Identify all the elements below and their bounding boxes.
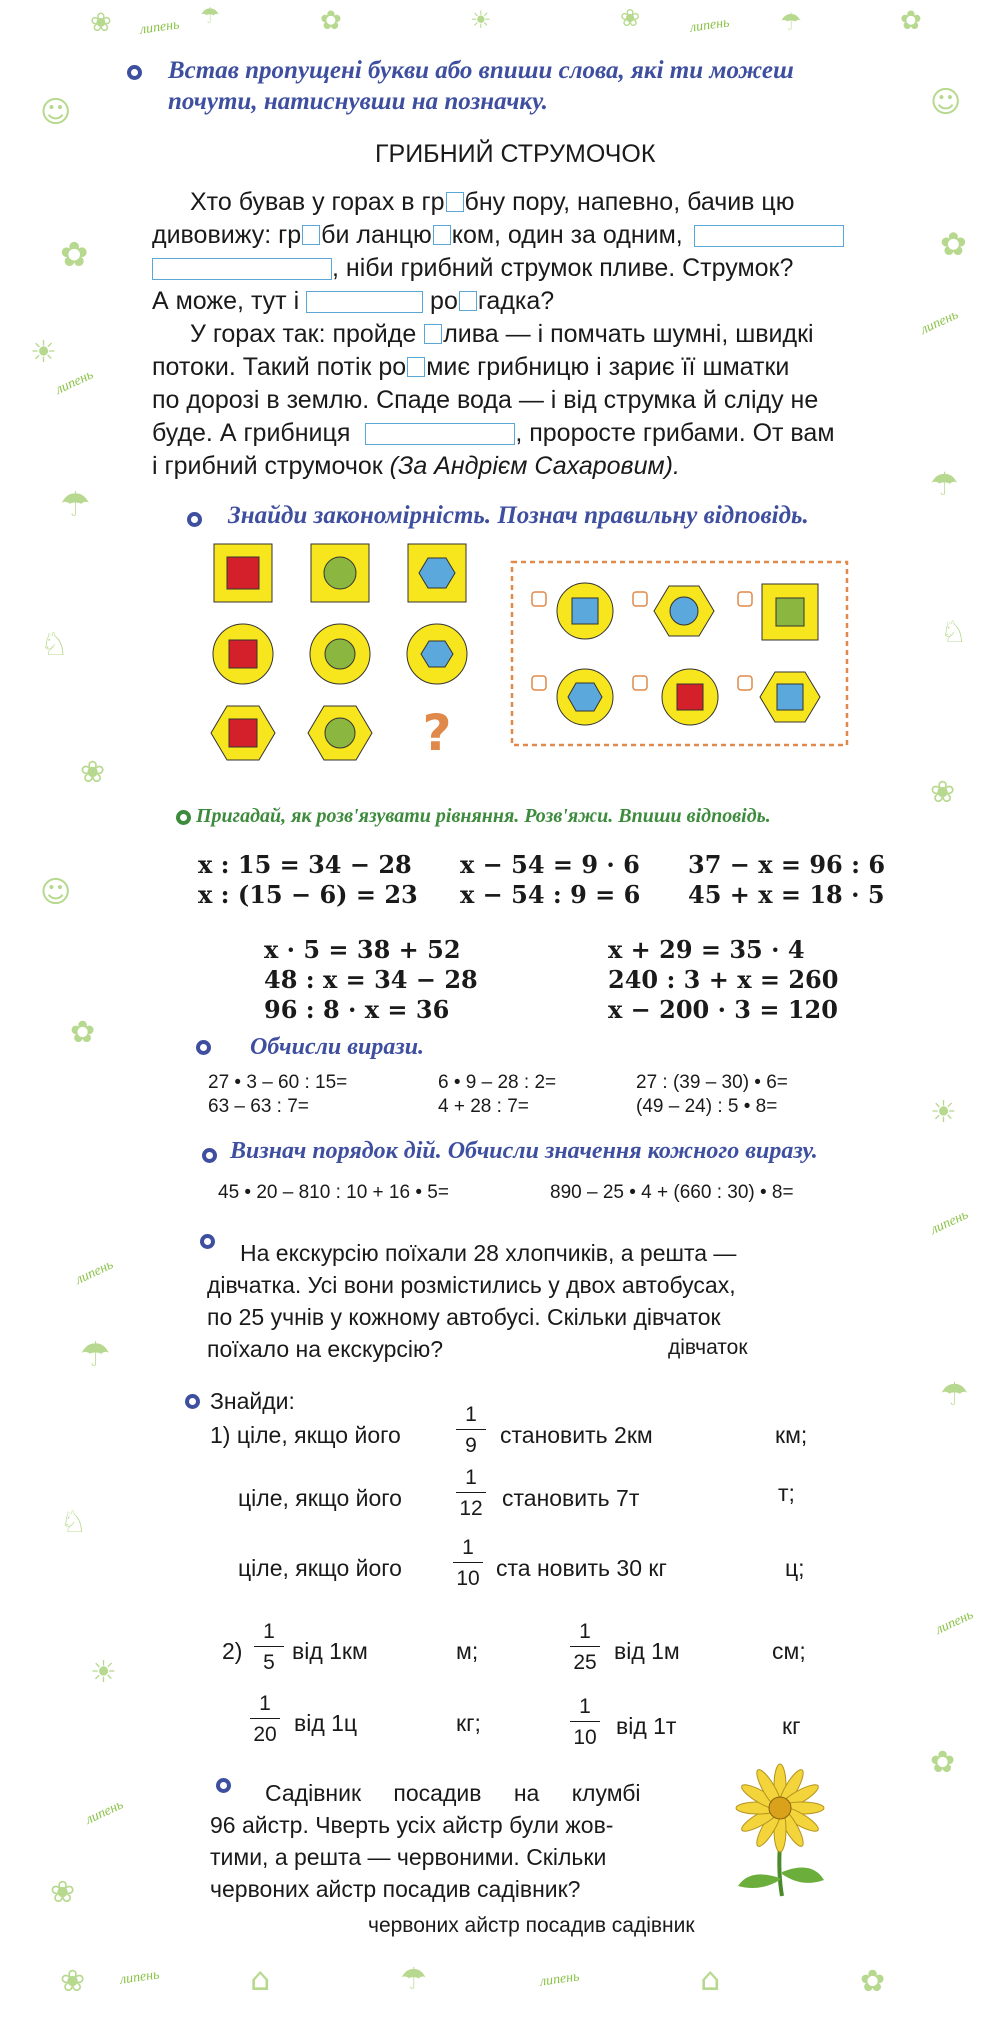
find-whole-label: ціле, якщо його [238, 1555, 402, 1581]
tile-circle-blue-hexagon [407, 624, 467, 684]
expression: 45 • 20 – 810 : 10 + 16 • 5= [218, 1182, 449, 1203]
expression: (49 – 24) : 5 • 8= [636, 1096, 778, 1117]
find-text: становить 7т [502, 1485, 640, 1511]
answer-unit: дівчаток [668, 1336, 748, 1359]
find-text: від 1т [616, 1713, 677, 1739]
equation: x : 15 = 34 − 28 [198, 850, 412, 879]
find-text: становить 2км [500, 1422, 653, 1448]
find-text: від 1м [614, 1638, 680, 1664]
answer-field[interactable] [306, 291, 423, 313]
tile-circle-green-circle [310, 624, 370, 684]
expression: 890 – 25 • 4 + (660 : 30) • 8= [550, 1182, 794, 1203]
decorative-border-top: ❀ ☂ ✿ ☀ ❀ ☂ ✿ липень липень [90, 4, 922, 38]
task-title-find: Знайди: [210, 1388, 295, 1414]
story-line-7: по дорозі в землю. Спаде вода — і від струмка й сліду не [152, 386, 819, 414]
equation: x − 200 · 3 = 120 [608, 995, 838, 1024]
option-checkbox-2[interactable] [633, 592, 647, 606]
expression: 6 • 9 – 28 : 2= [438, 1072, 557, 1093]
decorative-border-bottom: ❀ липень ⌂ ☂ липень ⌂ ✿ [60, 1960, 886, 1999]
story-title: ГРИБНИЙ СТРУМОЧОК [375, 140, 656, 168]
answer-field[interactable] [365, 423, 515, 445]
find-unit: т; [778, 1480, 795, 1506]
equation: 37 − x = 96 : 6 [688, 850, 886, 879]
task-bullet [185, 1394, 200, 1409]
find-text: від 1ц [294, 1710, 358, 1736]
tile-hexagon-red-square [211, 706, 275, 760]
fraction: $\frac{1}{10}$ [570, 1695, 600, 1750]
equation: 240 : 3 + x = 260 [608, 965, 839, 994]
tile-hexagon-green-circle [308, 706, 372, 760]
task-bullet [127, 65, 142, 80]
equation: x · 5 = 38 + 52 [264, 935, 461, 964]
fraction: $\frac{1}{20}$ [250, 1692, 280, 1747]
find-text: від 1км [292, 1638, 368, 1664]
find-text: ста новить 30 кг [496, 1555, 667, 1581]
missing-letter-box[interactable] [446, 192, 464, 212]
missing-letter-box[interactable] [407, 357, 425, 377]
problem-text: по 25 учнів у кожному автобусі. Скільки дівчаток [207, 1304, 721, 1330]
missing-letter-box[interactable] [424, 324, 442, 344]
fraction: $\frac{1}{5}$ [254, 1620, 284, 1675]
find-unit: м; [456, 1638, 479, 1664]
equation: 96 : 8 · x = 36 [264, 995, 450, 1024]
find-unit: ц; [785, 1555, 805, 1581]
answer-line: червоних айстр посадив садівник [368, 1914, 695, 1937]
task-bullet [176, 810, 191, 825]
task-instruction-missing-letters: Встав пропущені букви або впиши слова, які ти можеш почути, натиснувши на позначку. [168, 57, 794, 115]
expression: 63 – 63 : 7= [208, 1096, 309, 1117]
tile-square-red [214, 544, 272, 602]
pattern-grid [205, 540, 485, 770]
find-unit: кг; [456, 1710, 481, 1736]
find-unit: км; [775, 1422, 808, 1448]
option-checkbox-3[interactable] [738, 592, 752, 606]
task-instruction-compute: Обчисли вирази. [250, 1034, 425, 1060]
story-line-1: Хто бував у горах в гр бну пору, напевно, бачив цю [190, 188, 795, 216]
task-bullet [187, 512, 202, 527]
expression: 4 + 28 : 7= [438, 1096, 529, 1117]
task-instruction-pattern: Знайди закономірність. Познач правильну відповідь. [228, 502, 809, 529]
problem-text: На екскурсію поїхали 28 хлопчиків, а решта — [240, 1240, 737, 1266]
missing-letter-box[interactable] [433, 225, 451, 245]
tile-circle-red-square [213, 624, 273, 684]
fraction: $\frac{1}{10}$ [453, 1536, 483, 1591]
equation: x + 29 = 35 · 4 [608, 935, 805, 964]
problem-text: дівчатка. Усі вони розмістились у двох автобусах, [207, 1272, 736, 1298]
task-instruction-equations: Пригадай, як розв'язувати рівняння. Розв'яжи. Впиши відповідь. [196, 805, 771, 827]
story-line-2: дивовижу: гр би ланцю ком, один за одним, [152, 219, 844, 252]
tile-square-blue-hexagon [408, 544, 466, 602]
expression: 27 • 3 – 60 : 15= [208, 1072, 348, 1093]
task-bullet [216, 1778, 231, 1793]
fraction: $\frac{1}{25}$ [570, 1620, 600, 1675]
equation: 45 + x = 18 · 5 [688, 880, 885, 909]
problem-text: 96 айстр. Чверть усіх айстр були жов- [210, 1812, 614, 1838]
fraction: $\frac{1}{12}$ [456, 1466, 486, 1521]
aster-flower-illustration [720, 1768, 840, 1898]
task-instruction-order: Визнач порядок дій. Обчисли значення кожного виразу. [230, 1138, 818, 1164]
missing-letter-box[interactable] [302, 225, 320, 245]
task-bullet [202, 1148, 217, 1163]
missing-letter-box[interactable] [459, 291, 477, 311]
equation: x : (15 − 6) = 23 [198, 880, 418, 909]
find-part2-label: 2) [222, 1638, 243, 1664]
story-line-3: , ніби грибний струмок пливе. Струмок? [152, 252, 793, 285]
problem-text: тими, а решта — червоними. Скільки [210, 1844, 607, 1870]
expression: 27 : (39 – 30) • 6= [636, 1072, 788, 1093]
answer-field[interactable] [694, 225, 844, 247]
story-line-4: А може, тут і ро гадка? [152, 287, 555, 315]
find-part1-label: 1) ціле, якщо його [210, 1422, 401, 1448]
problem-text: поїхало на екскурсію? [207, 1336, 444, 1362]
option-checkbox-6[interactable] [738, 676, 752, 690]
find-whole-label: ціле, якщо його [238, 1485, 402, 1511]
task-bullet [196, 1040, 211, 1055]
story-line-5: У горах так: пройде лива — і помчать шумні, швидкі [190, 320, 814, 348]
tile-square-green-circle [311, 544, 369, 602]
story-line-6: потоки. Такий потік ро миє грибницю і зариє її шматки [152, 353, 790, 381]
option-checkbox-1[interactable] [532, 592, 546, 606]
decorative-border-right: ☺ ✿ липень ☂ ♘ ❀ липень ☀ ☂ липень ✿ [918, 85, 976, 1780]
question-mark: ? [422, 704, 452, 762]
equation: x − 54 = 9 · 6 [460, 850, 640, 879]
decorative-border-left: ☺ ✿ ☀ липень ☂ ♘ ❀ ☺ ✿ липень ☂ ♘ ☀ липень ❀ [30, 95, 126, 1910]
answer-options-box [510, 560, 850, 750]
story-line-9: і грибний струмочок (За Андрієм Сахаровим). [152, 452, 680, 480]
option-checkbox-5[interactable] [633, 676, 647, 690]
task-bullet [200, 1234, 215, 1249]
equation: 48 : x = 34 − 28 [264, 965, 478, 994]
option-checkbox-4[interactable] [532, 676, 546, 690]
fraction: $\frac{1}{9}$ [456, 1403, 486, 1458]
problem-text: червоних айстр посадив садівник? [210, 1876, 581, 1902]
problem-text: Садівник посадив на клумбі [265, 1780, 641, 1806]
answer-field[interactable] [152, 258, 332, 280]
find-unit: кг [782, 1713, 801, 1739]
equation: x − 54 : 9 = 6 [460, 880, 641, 909]
find-unit: см; [772, 1638, 806, 1664]
story-line-8: буде. А грибниця , проросте грибами. От вам [152, 419, 835, 447]
